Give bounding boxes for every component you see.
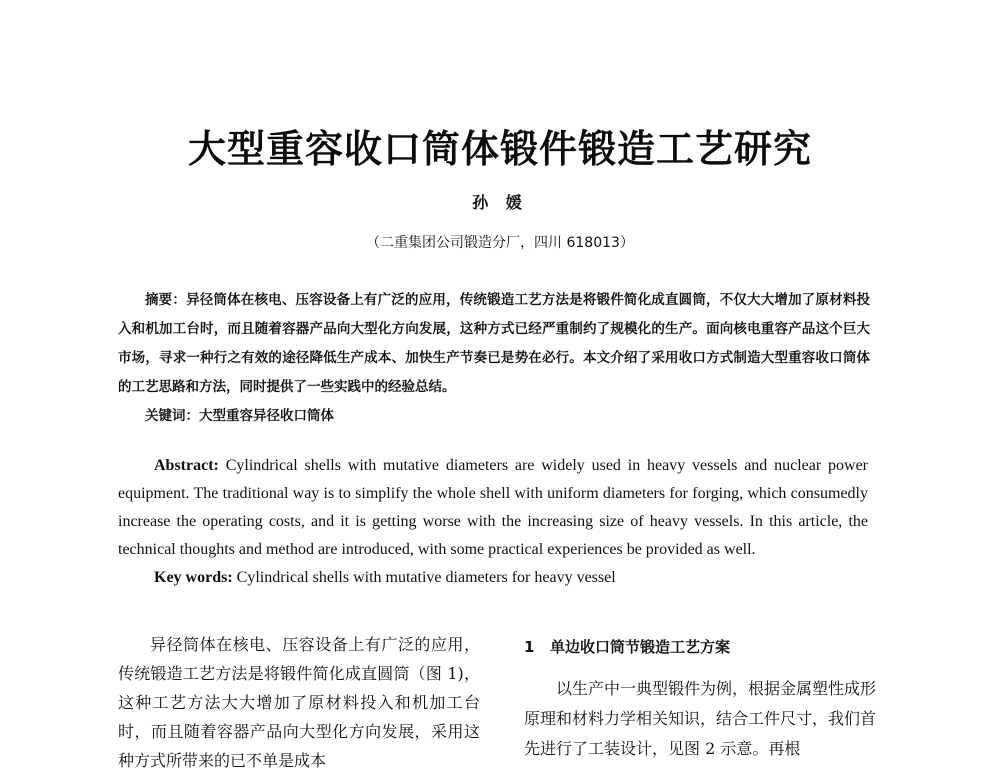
chinese-keywords-text: 大型重容异径收口筒体 (199, 408, 334, 424)
body-right-column (524, 632, 876, 764)
section-title: 单边收口筒节锻造工艺方案 (550, 638, 731, 656)
english-abstract-text: Cylindrical shells with mutative diameters are widely used in heavy vessels and nuclear power equipment. The traditional way is to simplify the whole shell with uniform diameters for forging, which consumedly increase the operating costs, and it is getting worse with the increasing size of heavy vessels. In this article, the technical thoughts and method are introduced, with some practical experiences be provided as well. (118, 457, 868, 558)
english-keywords-text: Cylindrical shells with mutative diameters for heavy vessel (236, 569, 616, 586)
chinese-abstract (118, 286, 870, 402)
english-abstract-block (118, 452, 868, 592)
section-number: 1 (524, 638, 535, 656)
paper-title: 大型重容收口筒体锻件锻造工艺研究 (187, 127, 812, 171)
section-heading (524, 632, 876, 662)
author-affiliation: （二重集团公司锻造分厂，四川 618013） (366, 235, 634, 251)
body-left-column (118, 630, 480, 775)
chinese-abstract-block (118, 286, 870, 431)
section-paragraph: 以生产中一典型锻件为例，根据金属塑性成形原理和材料力学相关知识，结合工件尺寸，我们首先进行了工装设计，见图 2 示意。再根 (524, 679, 877, 758)
english-keywords-label: Key words: (154, 569, 233, 586)
english-abstract-label: Abstract: (154, 457, 219, 474)
chinese-abstract-text: 异径筒体在核电、压容设备上有广泛的应用，传统锻造工艺方法是将锻件简化成直圆筒，不仅大大增加了原材料投入和机加工台时，而且随着容器产品向大型化方向发展，这种方式已经严重制约了规模化的生产。面向核电重容产品这个巨大市场，寻求一种行之有效的途径降低生产成本、加快生产节奏已是势在必行。本文介绍了采用收口方式制造大型重容收口筒体的工艺思路和方法，同时提供了一些实践中的经验总结。 (118, 292, 871, 395)
chinese-keywords-label: 关键词： (145, 408, 199, 424)
english-keywords (118, 564, 868, 592)
introduction-paragraph: 异径筒体在核电、压容设备上有广泛的应用，传统锻造工艺方法是将锻件简化成直圆筒（图 1)，这种工艺方法大大增加了原材料投入和机加工台时，而且随着容器产品向大型化方向发展，采用这种方式所带来的已不单是成本 (118, 635, 480, 770)
chinese-abstract-label: 摘要： (145, 292, 187, 308)
chinese-keywords (118, 402, 870, 431)
author-name: 孙 媛 (472, 193, 528, 212)
english-abstract (118, 452, 868, 564)
